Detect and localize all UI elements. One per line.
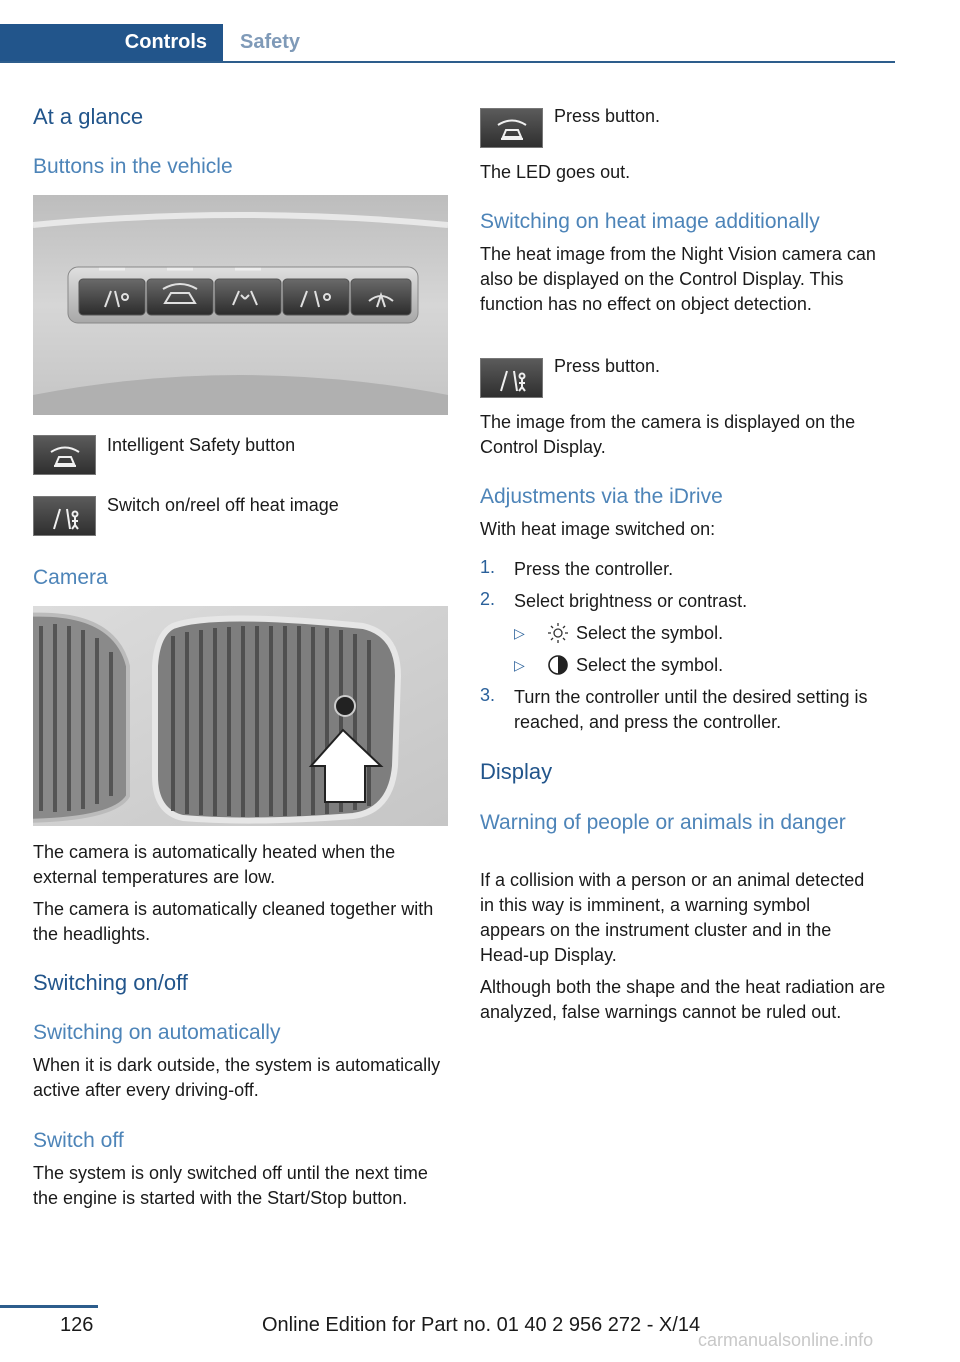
warning-paragraph-2: Although both the shape and the heat radiation are analyzed, false warnings cannot be ruled out.: [480, 977, 886, 1022]
press-button-2: Press button.: [554, 356, 661, 376]
buttons-photo: [33, 195, 448, 415]
contrast-icon: [547, 654, 569, 676]
substep-1-bullet: ▷: [514, 625, 525, 641]
led-goes-out: The LED goes out.: [480, 162, 631, 182]
step-2-number: 2.: [480, 589, 496, 609]
heading-switching-on-off: Switching on/off: [33, 970, 188, 995]
brightness-icon: [547, 622, 569, 644]
heading-switching-on-automatically: Switching on automatically: [33, 1021, 281, 1044]
camera-photo: [33, 606, 448, 826]
tab-safety[interactable]: Safety: [240, 31, 301, 53]
with-heat-image: With heat image switched on:: [480, 519, 716, 539]
heat-image-button-icon: [33, 496, 96, 536]
watermark: carmanualsonline.info: [698, 1330, 874, 1350]
heading-buttons-in-vehicle: Buttons in the vehicle: [33, 155, 233, 178]
heat-add-paragraph: The heat image from the Night Vision camera can also be displayed on the Control Display. This function has no effect on object detection.: [480, 244, 876, 314]
intelligent-safety-button-icon: [33, 435, 96, 475]
step-3-number: 3.: [480, 685, 496, 705]
image-displayed: The image from the camera is displayed on the Control Display.: [480, 412, 856, 457]
heading-display: Display: [480, 759, 553, 784]
substep-2-text: Select the symbol.: [576, 655, 724, 675]
camera-paragraph-2: The camera is automatically cleaned together with the headlights.: [33, 899, 434, 944]
heading-heat-image-additionally: Switching on heat image additionally: [480, 210, 820, 233]
edition-note: Online Edition for Part no. 01 40 2 956 272 - X/14: [262, 1314, 701, 1336]
switch-off-paragraph: The system is only switched off until the next time the engine is started with the Start/Stop button.: [33, 1163, 428, 1208]
intelligent-safety-label: Intelligent Safety button: [107, 435, 296, 455]
heading-switch-off: Switch off: [33, 1129, 124, 1152]
heat-image-label: Switch on/reel off heat image: [107, 495, 339, 515]
heading-warning-people-animals: Warning of people or animals in danger: [480, 811, 846, 834]
step-1-text: Press the controller.: [514, 559, 674, 579]
warning-paragraph-1: If a collision with a person or an animal detected in this way is imminent, a warning symbol appears on the instrument cluster and in the Head-up Display.: [480, 870, 865, 965]
heat-image-button-icon-2: [480, 358, 543, 398]
intelligent-safety-button-icon-2: [480, 108, 543, 148]
substep-2-bullet: ▷: [514, 657, 525, 673]
section-tab-bar: [0, 24, 895, 63]
heading-at-a-glance: At a glance: [33, 104, 144, 129]
auto-paragraph: When it is dark outside, the system is automatically active after every driving-off.: [33, 1055, 441, 1100]
page-number: 126: [60, 1314, 94, 1336]
tab-controls[interactable]: [0, 24, 223, 61]
heading-adjustments-idrive: Adjustments via the iDrive: [480, 485, 723, 508]
step-2-text: Select brightness or contrast.: [514, 591, 748, 611]
footer-rule: [0, 1305, 98, 1308]
heading-camera: Camera: [33, 566, 108, 589]
step-1-number: 1.: [480, 557, 496, 577]
tab-controls-label: Controls: [124, 31, 207, 53]
step-3-text: Turn the controller until the desired setting is reached, and press the controller.: [514, 687, 868, 732]
substep-1-text: Select the symbol.: [576, 623, 724, 643]
press-button-1: Press button.: [554, 106, 661, 126]
camera-paragraph-1: The camera is automatically heated when the external temperatures are low.: [33, 842, 396, 887]
